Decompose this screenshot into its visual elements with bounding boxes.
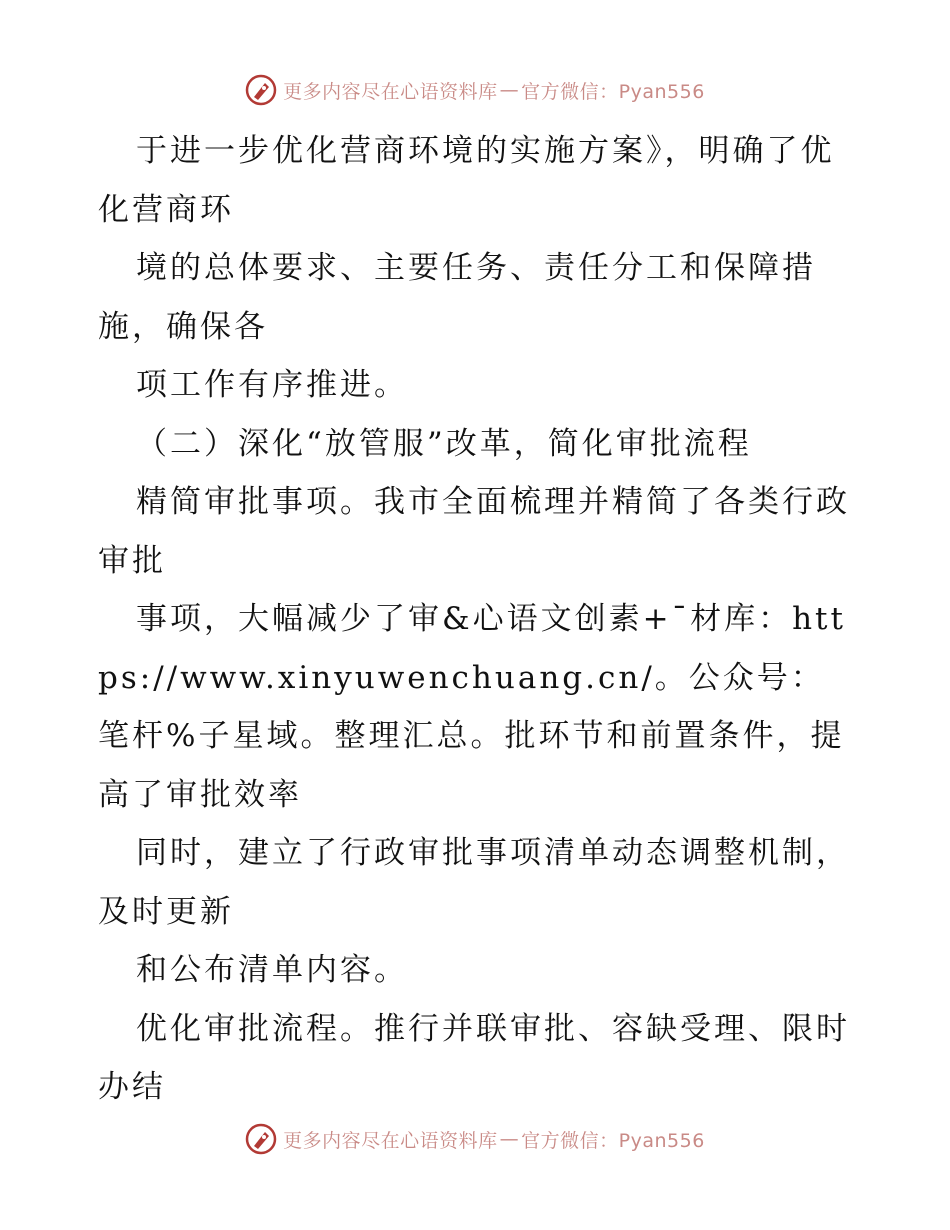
section-heading [98,415,858,474]
paragraph-first-line: 事项，大幅减少了审&心语文创素+¯材库： [136,601,793,637]
paragraph [98,1000,858,1117]
footer-watermark [0,1121,950,1157]
paragraph-continuation: 化营商环 [98,191,234,228]
watermark-text: 更多内容尽在心语资料库 [283,1129,498,1152]
header-watermark [0,72,950,108]
paragraph-first-line: （二）深化“放管服”改革，简化审批流程 [136,425,752,462]
paragraph-first-line: 境的总体要求、主要任务、责任分工和保障措 [136,250,816,286]
watermark-separator: — [499,79,520,101]
watermark-contact: 官方微信：Pyan556 [521,80,705,103]
document-body [98,122,858,1117]
paragraph-continuation: https://www.xinyuwenchuang.cn/。公众号：笔杆%子星域。整理汇总。批环节和前置条件，提高了审批效率 [98,601,846,813]
watermark-text: 更多内容尽在心语资料库 [283,80,498,103]
paragraph-first-line: 项工作有序推进。 [136,367,408,403]
watermark-contact: 官方微信：Pyan556 [521,1129,705,1152]
pen-nib-logo-icon [245,1123,277,1155]
pen-nib-logo-icon [245,74,277,106]
paragraph-first-line: 优化审批流程。推行并联审批、容缺受理、限时 [136,1010,850,1047]
paragraph-first-line: 于进一步优化营商环境的实施方案》，明确了优 [136,133,835,169]
paragraph-first-line: 同时，建立了行政审批事项清单动态调整机制， [136,835,850,871]
paragraph-first-line: 精简审批事项。我市全面梳理并精简了各类行政 [136,484,850,520]
paragraph [98,239,858,356]
paragraph-continuation: 施，确保各 [98,308,268,345]
paragraph [98,473,858,590]
watermark-separator: — [499,1128,520,1150]
paragraph [98,941,858,1000]
paragraph-continuation: 审批 [98,542,166,579]
paragraph [98,122,858,239]
paragraph [98,356,858,415]
paragraph [98,590,858,824]
paragraph [98,824,858,941]
paragraph-continuation: 及时更新 [98,893,234,930]
paragraph-first-line: 和公布清单内容。 [136,952,408,988]
paragraph-continuation: 办结 [98,1069,166,1105]
